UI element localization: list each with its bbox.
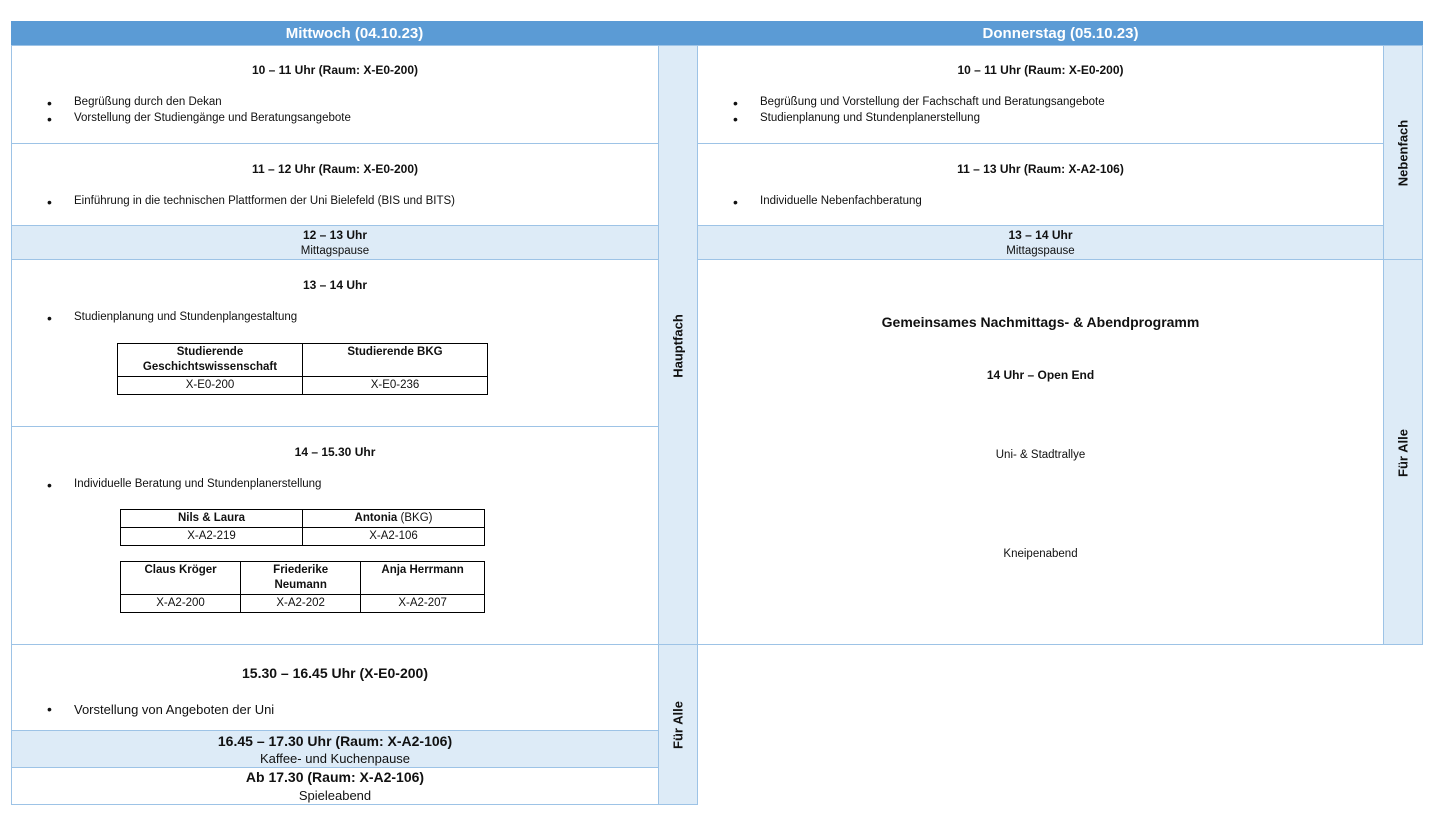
list-item: • Begrüßung und Vorstellung der Fachschaft und Beratungsangebote: [760, 96, 1105, 108]
side-label-fuer-alle: [658, 644, 698, 805]
program-item: Kneipenabend: [1003, 548, 1078, 560]
thu-afternoon-program: [697, 259, 1384, 645]
table-header: Studierende BKG: [303, 344, 488, 377]
list-item: • Studienplanung und Stundenplangestaltung: [74, 311, 297, 323]
wed-session-1: [11, 45, 659, 144]
session-time: 14 – 15.30 Uhr: [294, 445, 376, 459]
wed-session-5: [11, 644, 659, 731]
advisor-table: [120, 561, 485, 613]
thu-session-2: [697, 143, 1384, 226]
table-header: Friederike Neumann: [241, 562, 361, 595]
lunch-time: 13 – 14 Uhr: [1008, 228, 1073, 242]
side-label-text: Für Alle: [670, 701, 686, 749]
advisor-table: [120, 509, 485, 546]
table-cell: X-A2-207: [361, 595, 485, 613]
wed-session-3: [11, 259, 659, 427]
evening-label: Spieleabend: [298, 788, 372, 803]
program-item: Uni- & Stadtrallye: [995, 449, 1086, 461]
list-item: • Studienplanung und Stundenplanerstellung: [760, 112, 980, 124]
wednesday-title: Mittwoch (04.10.23): [285, 24, 424, 42]
side-label-text: Für Alle: [1395, 429, 1411, 477]
table-header: Studierende Geschichtswissenschaft: [118, 344, 303, 377]
table-header: Claus Kröger: [121, 562, 241, 595]
wed-coffee-break: [11, 730, 659, 768]
session-time: 13 – 14 Uhr: [302, 278, 368, 292]
wednesday-header: [11, 21, 698, 45]
session-time: 15.30 – 16.45 Uhr (X-E0-200): [242, 665, 428, 681]
side-label-text: Nebenfach: [1395, 119, 1411, 187]
evening-time: Ab 17.30 (Raum: X-A2-106): [245, 769, 425, 785]
list-item: • Vorstellung von Angeboten der Uni: [74, 702, 274, 717]
lunch-label: Mittagspause: [300, 245, 370, 257]
room-table: [117, 343, 488, 395]
thu-session-1: [697, 45, 1384, 144]
side-label-fuer-alle: [1383, 259, 1423, 645]
coffee-label: Kaffee- und Kuchenpause: [259, 751, 411, 766]
list-item: • Begrüßung durch den Dekan: [74, 96, 222, 108]
wed-session-2: [11, 143, 659, 226]
program-time: 14 Uhr – Open End: [986, 368, 1095, 382]
table-cell: X-A2-202: [241, 595, 361, 613]
list-item: • Einführung in die technischen Plattformen der Uni Bielefeld (BIS und BITS): [74, 195, 455, 207]
session-time: 11 – 12 Uhr (Raum: X-E0-200): [251, 162, 419, 176]
lunch-time: 12 – 13 Uhr: [302, 228, 368, 242]
program-title: Gemeinsames Nachmittags- & Abendprogramm: [881, 314, 1200, 330]
table-cell: X-A2-219: [121, 528, 303, 546]
list-item: • Individuelle Nebenfachberatung: [760, 195, 922, 207]
thu-lunch: [697, 225, 1384, 260]
thursday-header: [698, 21, 1423, 45]
table-cell: X-A2-106: [303, 528, 485, 546]
table-header: Nils & Laura: [121, 510, 303, 528]
list-item: • Vorstellung der Studiengänge und Beratungsangebote: [74, 112, 351, 124]
wed-session-4: [11, 426, 659, 645]
session-time: 11 – 13 Uhr (Raum: X-A2-106): [957, 162, 1124, 176]
table-header: Anja Herrmann: [361, 562, 485, 595]
wed-lunch: [11, 225, 659, 260]
side-label-nebenfach: [1383, 45, 1423, 260]
side-label-hauptfach: [658, 45, 698, 645]
list-item: • Individuelle Beratung und Stundenplanerstellung: [74, 478, 321, 490]
lunch-label: Mittagspause: [1006, 245, 1075, 257]
thursday-title: Donnerstag (05.10.23): [982, 24, 1139, 42]
table-header: Antonia (BKG): [303, 510, 485, 528]
wed-evening: [11, 767, 659, 805]
table-cell: X-E0-200: [118, 377, 303, 395]
side-label-text: Hauptfach: [670, 314, 686, 378]
table-cell: X-A2-200: [121, 595, 241, 613]
session-time: 10 – 11 Uhr (Raum: X-E0-200): [957, 63, 1124, 77]
session-time: 10 – 11 Uhr (Raum: X-E0-200): [251, 63, 419, 77]
table-cell: X-E0-236: [303, 377, 488, 395]
coffee-time: 16.45 – 17.30 Uhr (Raum: X-A2-106): [217, 733, 453, 749]
